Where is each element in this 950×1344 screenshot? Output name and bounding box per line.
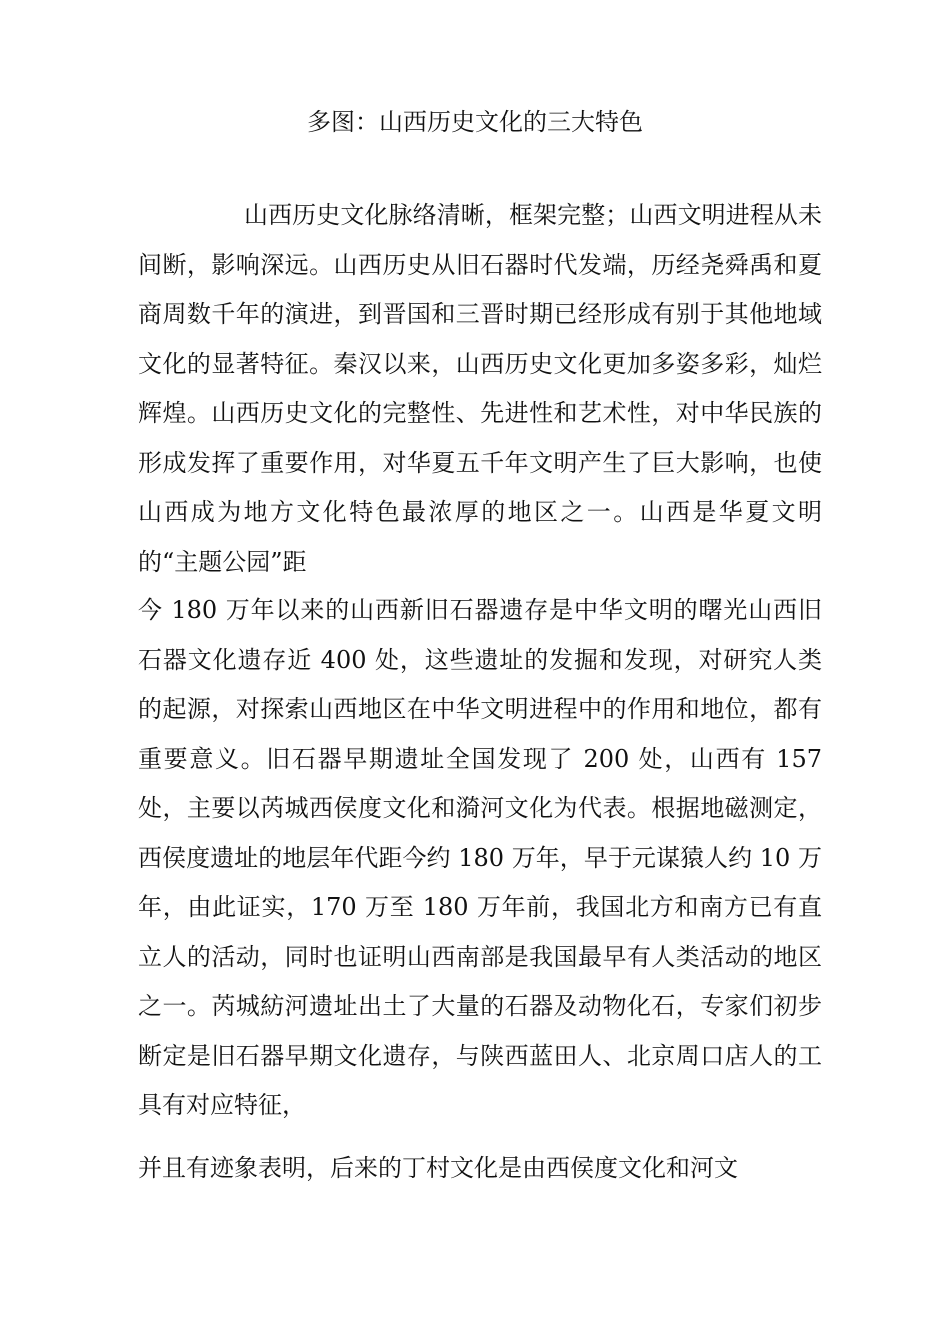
paragraph-2: 今 180 万年以来的山西新旧石器遗存是中华文明的曙光山西旧石器文化遗存近 400 处，这些遗址的发掘和发现，对研究人类的起源，对探索山西地区在中华文明进程中的作用和地位，都有重要意义。旧石器早期遗址全国发现了 200 处，山西有 157 处，主要以芮城西侯度文化和漪河文化为代表。根据地磁测定，西侯度遗址的地层年代距今约 180 万年，早于元谋猿人约 10 万年，由此证实，170 万至 180 万年前，我国北方和南方已有直立人的活动，同时也证明山西南部是我国最早有人类活动的地区之一。芮城紡河遗址出土了大量的石器及动物化石，专家们初步断定是旧石器早期文化遗存，与陕西蓝田人、北京周口店人的工具有对应特征， <box>138 596 822 1119</box>
paragraph-1: 山西历史文化脉络清晰，框架完整；山西文明进程从未间断，影响深远。山西历史从旧石器时代发端，历经尧舜禹和夏商周数千年的演进，到晋国和三晋时期已经形成有别于其他地域文化的显著特征。秦汉以来，山西历史文化更加多姿多彩，灿烂辉煌。山西历史文化的完整性、先进性和艺术性，对中华民族的形成发挥了重要作用，对华夏五千年文明产生了巨大影响，也使山西成为地方文化特色最浓厚的地区之一。山西是华夏文明的“主题公园”距 <box>138 201 822 576</box>
paragraph-3: 并且有迹象表明，后来的丁村文化是由西侯度文化和河文 <box>138 1154 738 1182</box>
document-title: 多图：山西历史文化的三大特色 <box>307 108 643 136</box>
